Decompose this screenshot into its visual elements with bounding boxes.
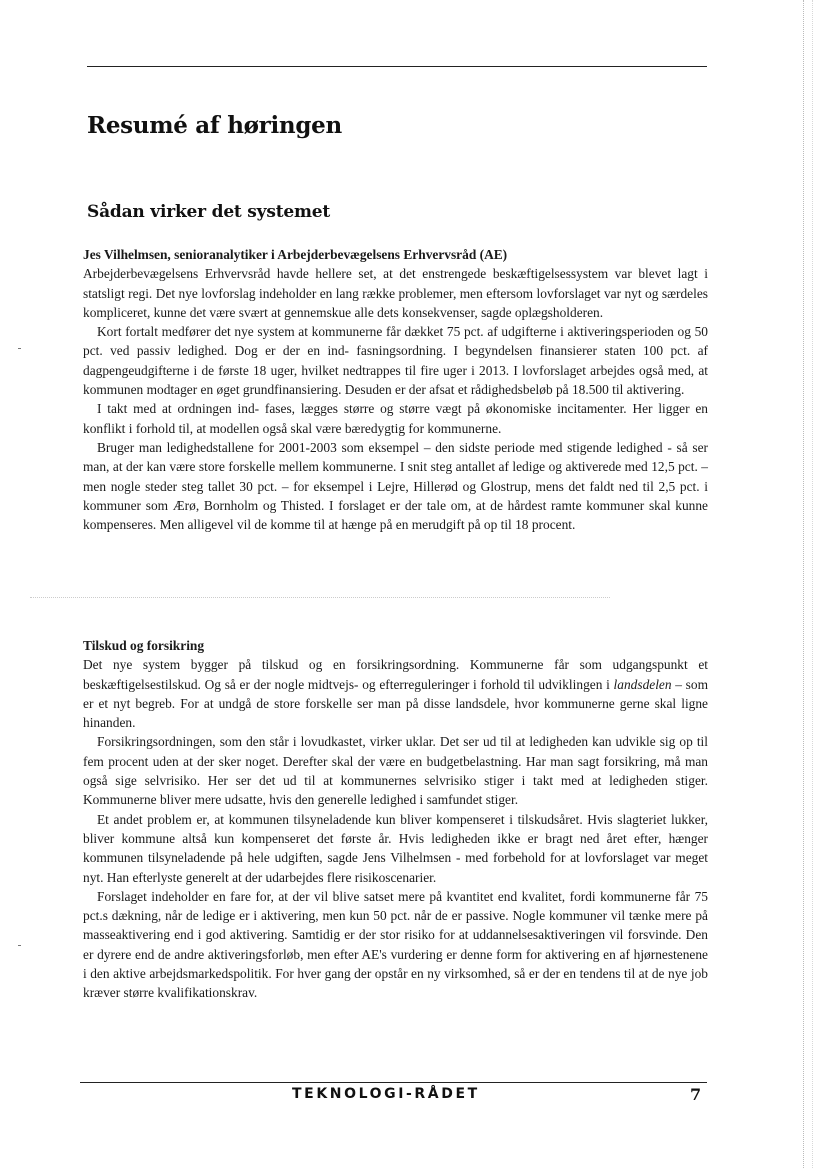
paragraph [83, 655, 708, 732]
section-speaker-summary [83, 245, 708, 534]
subsection-heading: Tilskud og forsikring [83, 638, 205, 653]
section-title: Sådan virker det systemet [87, 202, 331, 222]
paragraph: Forslaget indeholder en fare for, at der vil blive satset mere på kvantitet end kvalitet, fordi kommunerne får 75 pct.s dækning, når de ledige er i aktivering, men kun 50 pct. når de er passive. Nogle kommuner vil tænke mere på masseaktivering end i god aktivering. Samtidig er der stor risiko for at uddannelsesaktiveringen vil forsvinde. Den er dyrere end de andre aktiveringsforløb, men efter AE's vurdering er denne form for aktivering en af hjørnestenene i den aktive arbejdsmarkedspolitik. For hver gang der opstår en ny virksomhed, så er der en tendens til at de nye job kræver større kvalifikationskrav. [83, 888, 708, 1001]
paragraph: Bruger man ledighedstallene for 2001-2003 som eksempel – den sidste periode med stigende ledighed - så ser man, at der kan være store forskelle mellem kommunerne. I snit steg antallet af ledige og aktiverede med 12,5 pct. – men nogle steder steg tallet 30 pct. – for eksempel i Lejre, Hillerød og Glostrup, mens det faldt ned til 2,5 pct. i kommuner som Ærø, Bornholm og Thisted. I forslaget er der tale om, at de hårdest ramte kommuner skal kunne kompenseres. Men alligevel vil de komme til at hænge på en merudgift på op til 18 procent. [83, 439, 708, 533]
paragraph-text: – som er et nyt begreb. For at undgå de store forskelle ser man på disse landsdele, hvor kommunerne gerne skal ligne hinanden. [83, 676, 708, 731]
scan-speck [18, 348, 21, 349]
italic-term: landsdelen [613, 676, 672, 692]
paragraph: Arbejderbevægelsens Erhvervsråd havde hellere set, at det enstrengede beskæftigelsessystem var blevet lagt i statsligt regi. Det nye lovforslag indeholder en lang række problemer, men eftersom lovforslaget var nyt og særdeles kompliceret, kunne det være svært at gennemskue alle dets konsekvenser, sagde oplægsholderen. [83, 266, 708, 320]
paragraph: I takt med at ordningen ind- fases, lægges større og større vægt på økonomiske incitamenter. Her ligger en konflikt i forhold til, at modellen også skal være bæredygtig for kommunerne. [83, 401, 708, 436]
scan-speck [18, 945, 21, 946]
paragraph: Forsikringsordningen, som den står i lovudkastet, virker uklar. Det ser ud til at ledigheden kan udvikle sig op til fem procent uden at der sker noget. Derefter skal der være en budgetbelastning. Har man sagt forsikring, må man også sige selvrisiko. Her ser det ud til at kommunernes selvrisiko stiger i takt med at ledigheden stiger. Kommunerne bliver mere udsatte, hvis den generelle ledighed i samfundet stiger. [83, 734, 708, 808]
scan-edge-line-outer [812, 0, 813, 1168]
scan-edge-line [803, 0, 804, 1168]
top-rule [87, 66, 707, 67]
paragraph: Et andet problem er, at kommunen tilsyneladende kun bliver kompenseret i tilskudsåret. Hvis slagteriet lukker, bliver kommune altså kun kompenseret det første år. Hvis ledigheden ikke er bragt ned året efter, hænger kommunen tilsyneladende på hele udgiften, sagde Jens Vilhelmsen - med forbehold for at lovforslaget var meget nyt. Han efterlyste generelt at der udarbejdes flere risikoscenarier. [83, 811, 708, 885]
footer-brand: TEKNOLOGI-RÅDET [292, 1086, 480, 1102]
paragraph-text: Det nye system bygger på tilskud og en forsikringsordning. Kommunerne får som udgangspunkt et beskæftigelsestilskud. Og så er der nogle midtvejs- og efterreguleringer i forhold til udviklingen i [83, 657, 708, 692]
scan-dotted-line [30, 597, 610, 598]
page-number: 7 [690, 1085, 702, 1104]
paragraph: Kort fortalt medfører det nye system at kommunerne får dækket 75 pct. af udgifterne i aktiveringsperioden og 50 pct. ved passiv ledighed. Dog er der en ind- fasningsordning. I begyndelsen finansierer staten 100 pct. af dagpengeudgifterne i de første 18 uger, hvilket nedtrappes til fire uger i 2013. I lovforslaget arbejdes også med, at kommunen modtager en øget grundfinansiering. Desuden er der afsat et rådighedsbeløb på 18.500 til aktivering. [83, 324, 708, 398]
page-title: Resumé af høringen [87, 112, 342, 139]
section-subsidy-insurance [83, 636, 708, 1003]
footer-rule [80, 1082, 707, 1083]
speaker-heading: Jes Vilhelmsen, senioranalytiker i Arbejderbevægelsens Erhvervsråd (AE) [83, 247, 508, 262]
